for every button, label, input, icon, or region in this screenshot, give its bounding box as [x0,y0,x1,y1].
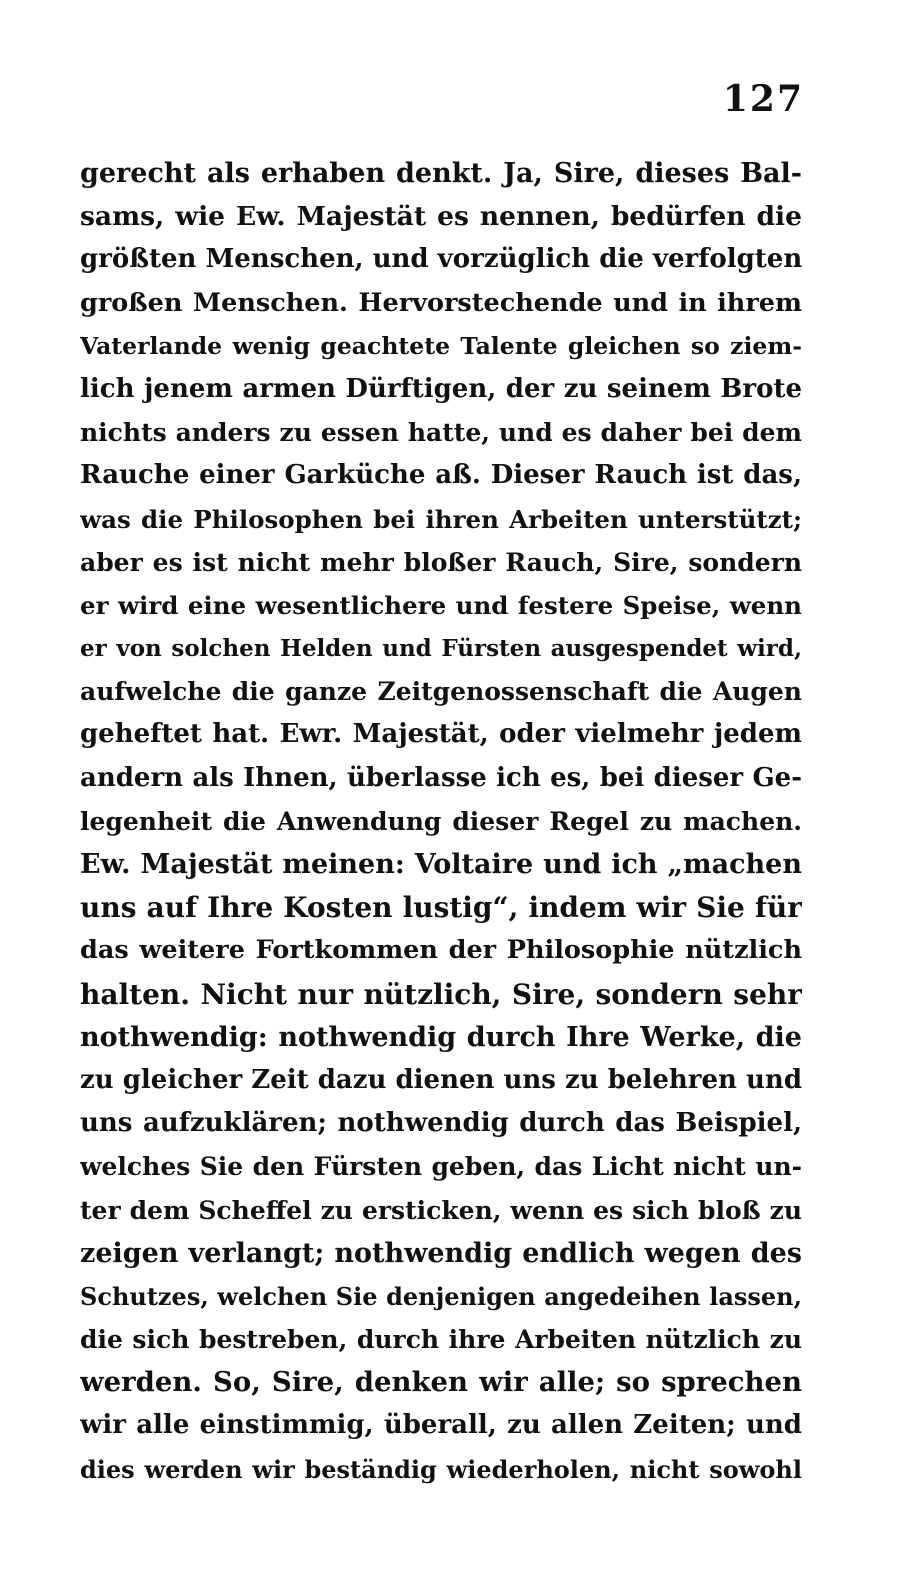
text-line: geheftet hat. Ewr. Majestät, oder vielmehr jedem [80,719,802,750]
text-line: andern als Ihnen, überlasse ich es, bei dieser Ge- [80,762,802,793]
text-line: er wird eine wesentlichere und festere Speise, wenn [80,590,802,620]
page-number: 127 [722,78,804,120]
text-line: uns aufzuklären; nothwendig durch das Beispiel, [80,1108,802,1139]
text-line: aber es ist nicht mehr bloßer Rauch, Sire, sondern [80,547,802,577]
text-line: zu gleicher Zeit dazu dienen uns zu belehren und [80,1064,802,1095]
text-line: sams, wie Ew. Majestät es nennen, bedürfen die [80,201,802,233]
text-line: nichts anders zu essen hatte, und es daher bei dem [80,418,802,448]
text-line: dies werden wir beständig wiederholen, nicht sowohl [80,1454,802,1484]
text-line: das weitere Fortkommen der Philosophie nützlich [80,935,802,966]
text-line: aufwelche die ganze Zeitgenossenschaft die Augen [80,677,802,707]
text-line: was die Philosophen bei ihren Arbeiten unterstützt; [80,504,802,534]
text-line: legenheit die Anwendung dieser Regel zu machen. [80,806,802,836]
text-line: ter dem Scheffel zu ersticken, wenn es sich bloß zu [80,1195,802,1225]
text-line: uns auf Ihre Kosten lustig“, indem wir Sie für [80,891,802,925]
text-line: nothwendig: nothwendig durch Ihre Werke, die [80,1021,802,1053]
text-line: Vaterlande wenig geachtete Talente gleichen so ziem- [80,331,802,360]
text-line: großen Menschen. Hervorstechende und in ihrem [80,287,802,318]
text-line: er von solchen Helden und Fürsten ausgespendet wird, [80,635,802,663]
text-line: größten Menschen, und vorzüglich die verfolgten [80,244,802,275]
text-line: lich jenem armen Dürftigen, der zu seinem Brote [80,373,802,404]
text-line: die sich bestreben, durch ihre Arbeiten nützlich zu [80,1325,802,1355]
text-line: halten. Nicht nur nützlich, Sire, sondern sehr [80,977,802,1011]
text-line: Rauche einer Garküche aß. Dieser Rauch ist das, [80,460,802,491]
text-line: gerecht als erhaben denkt. Ja, Sire, dieses Bal- [80,158,802,189]
text-line: Ew. Majestät meinen: Voltaire und ich „machen [80,849,802,880]
text-line: Schutzes, welchen Sie denjenigen angedeihen lassen, [80,1281,802,1311]
text-line: zeigen verlangt; nothwendig endlich wegen des [80,1237,802,1269]
text-line: welches Sie den Fürsten geben, das Licht nicht un- [80,1152,802,1182]
body-text [80,152,802,1491]
text-line: werden. So, Sire, denken wir alle; so sprechen [80,1366,802,1399]
text-line: wir alle einstimmig, überall, zu allen Zeiten; und [80,1410,802,1441]
